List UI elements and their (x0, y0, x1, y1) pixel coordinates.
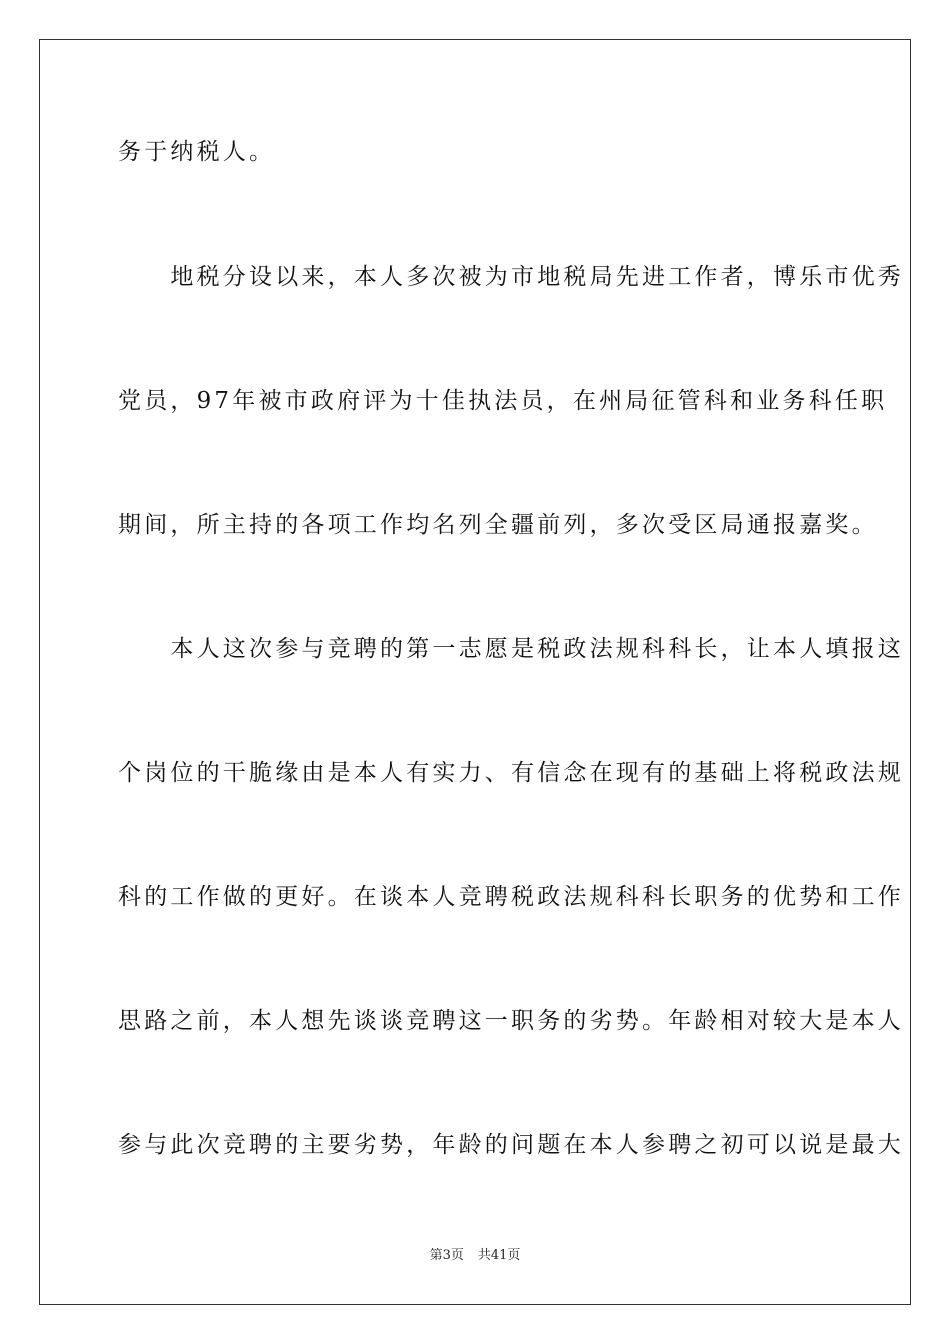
text-line: 本人这次参与竞聘的第一志愿是税政法规科科长，让本人填报这 (118, 636, 904, 662)
text-line: 期间，所主持的各项工作均名列全疆前列，多次受区局通报嘉奖。 (118, 512, 878, 538)
text-line: 地税分设以来，本人多次被为市地税局先进工作者，博乐市优秀 (118, 264, 904, 290)
page-number: 第3页 (429, 1248, 464, 1263)
page-total: 共41页 (477, 1248, 521, 1263)
text-line: 党员，97年被市政府评为十佳执法员，在州局征管科和业务科任职 (118, 388, 888, 414)
text-line: 个岗位的干脆缘由是本人有实力、有信念在现有的基础上将税政法规 (118, 760, 904, 786)
text-line: 参与此次竞聘的主要劣势，年龄的问题在本人参聘之初可以说是最大 (118, 1132, 904, 1158)
text-line: 科的工作做的更好。在谈本人竞聘税政法规科科长职务的优势和工作 (118, 884, 904, 910)
page-border (39, 39, 911, 1305)
text-line: 思路之前，本人想先谈谈竞聘这一职务的劣势。年龄相对较大是本人 (118, 1008, 904, 1034)
text-line: 务于纳税人。 (118, 139, 276, 165)
page-footer (0, 1247, 950, 1265)
